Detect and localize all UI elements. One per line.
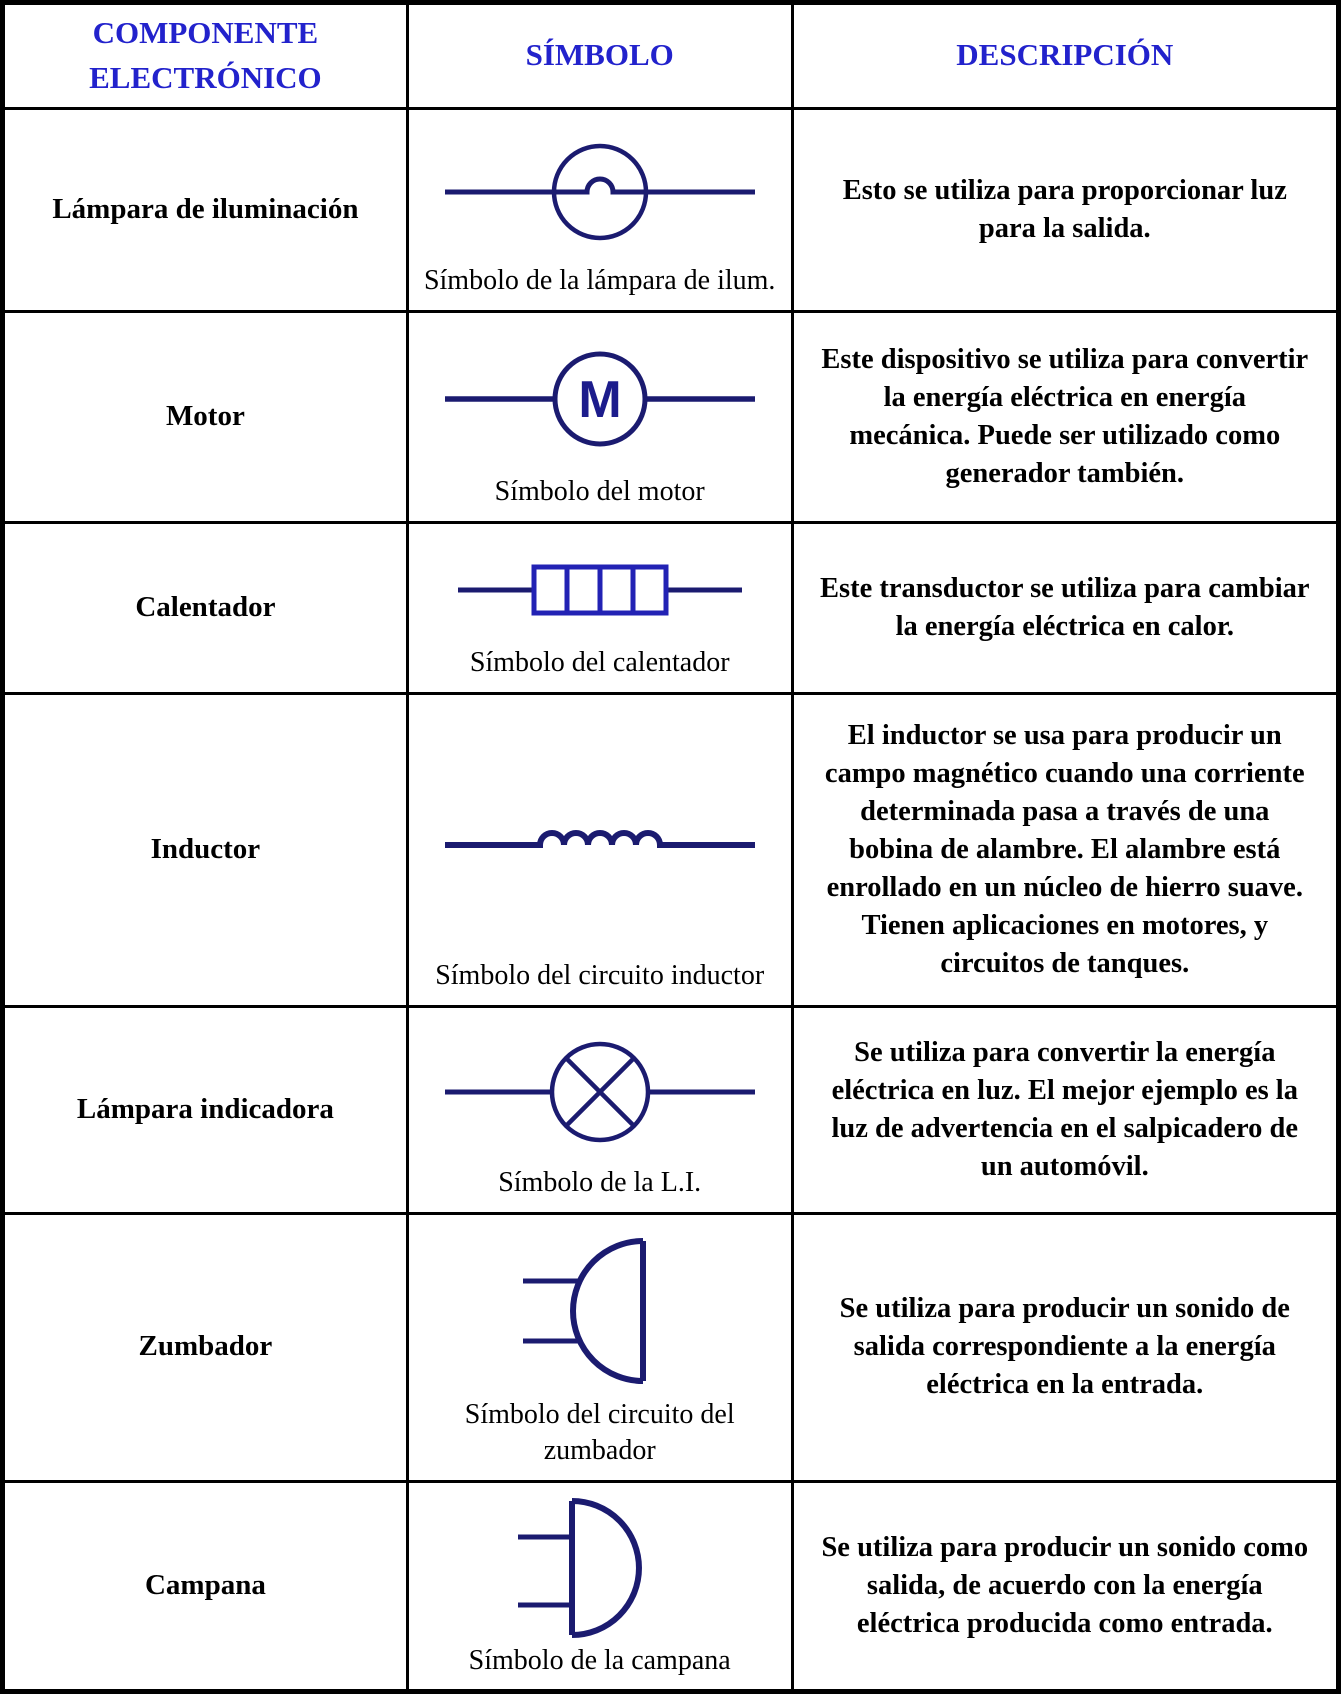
header-simbolo: SÍMBOLO <box>407 3 792 109</box>
symbol-caption: Símbolo del circuito del zumbador <box>464 1398 735 1467</box>
inductor-symbol <box>440 797 760 867</box>
heater-symbol <box>450 544 750 636</box>
component-name: Lámpara de iluminación <box>3 108 408 311</box>
symbol-caption: Símbolo de la lámpara de ilum. <box>423 265 776 297</box>
symbol-cell <box>407 108 792 311</box>
illumination-lamp-symbol <box>445 129 755 255</box>
symbol-cell <box>407 1481 792 1691</box>
component-name: Calentador <box>3 522 408 693</box>
indicator-lamp-symbol <box>445 1022 755 1162</box>
symbol-cell <box>407 1213 792 1481</box>
header-descripcion: DESCRIPCIÓN <box>792 3 1338 109</box>
component-description: El inductor se usa para producir un campo magnético cuando una corriente determinada pasa a través de una bobina de alambre. El alambre está enrollado en un núcleo de hierro suave. Tienen aplicaciones en motores, y circuitos de tanques. <box>792 693 1338 1006</box>
component-name: Zumbador <box>3 1213 408 1481</box>
symbol-caption: Símbolo del calentador <box>469 647 730 679</box>
table-row <box>3 693 1339 1006</box>
component-description: Esto se utiliza para proporcionar luz para la salida. <box>792 108 1338 311</box>
symbol-caption: Símbolo de la L.I. <box>498 1167 702 1199</box>
component-description: Se utiliza para convertir la energía eléctrica en luz. El mejor ejemplo es la luz de advertencia en el salpicadero de un automóvil. <box>792 1006 1338 1213</box>
symbol-cell <box>407 522 792 693</box>
table-row <box>3 1006 1339 1213</box>
header-row <box>3 3 1339 109</box>
component-description: Se utiliza para producir un sonido como salida, de acuerdo con la energía eléctrica producida como entrada. <box>792 1481 1338 1691</box>
symbol-caption: Símbolo del motor <box>494 476 705 508</box>
table-row <box>3 1213 1339 1481</box>
header-componente: COMPONENTE ELECTRÓNICO <box>3 3 408 109</box>
component-name: Inductor <box>3 693 408 1006</box>
symbol-cell <box>407 693 792 1006</box>
component-description: Este transductor se utiliza para cambiar la energía eléctrica en calor. <box>792 522 1338 693</box>
symbol-cell <box>407 1006 792 1213</box>
table-row <box>3 311 1339 522</box>
component-name: Motor <box>3 311 408 522</box>
component-description: Este dispositivo se utiliza para convertir la energía eléctrica en energía mecánica. Puede ser utilizado como generador también. <box>792 311 1338 522</box>
buzzer-symbol <box>495 1225 705 1397</box>
component-description: Se utiliza para producir un sonido de salida correspondiente a la energía eléctrica en la entrada. <box>792 1213 1338 1481</box>
symbol-caption: Símbolo de la campana <box>468 1644 731 1676</box>
table-row <box>3 1481 1339 1691</box>
component-name: Lámpara indicadora <box>3 1006 408 1213</box>
motor-symbol <box>445 336 755 462</box>
table-row <box>3 108 1339 311</box>
symbol-cell <box>407 311 792 522</box>
symbol-caption: Símbolo del circuito inductor <box>435 960 765 992</box>
motor-letter: M <box>578 370 622 429</box>
component-name: Campana <box>3 1481 408 1691</box>
table-row <box>3 522 1339 693</box>
bell-symbol <box>500 1493 700 1643</box>
